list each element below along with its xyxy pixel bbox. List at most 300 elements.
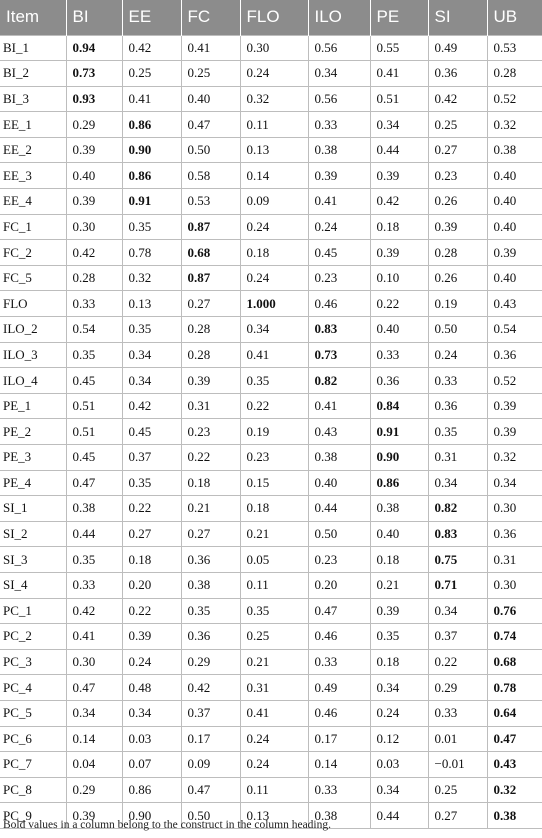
value-cell: 0.18 <box>181 470 240 496</box>
value-cell: 0.84 <box>370 393 428 419</box>
value-cell: 0.54 <box>487 317 542 343</box>
value-cell: 0.41 <box>240 700 308 726</box>
value-cell: 0.14 <box>66 726 122 752</box>
value-cell: 0.53 <box>487 35 542 61</box>
value-cell: 0.21 <box>181 496 240 522</box>
value-cell: 0.28 <box>66 265 122 291</box>
value-cell: 0.94 <box>66 35 122 61</box>
value-cell: 0.91 <box>122 189 181 215</box>
value-cell: 0.25 <box>122 61 181 87</box>
value-cell: 0.21 <box>240 649 308 675</box>
value-cell: 0.11 <box>240 572 308 598</box>
table-row <box>0 368 542 394</box>
item-cell: PC_8 <box>0 777 66 803</box>
value-cell: 0.32 <box>240 86 308 112</box>
value-cell: 0.35 <box>122 470 181 496</box>
value-cell: 0.45 <box>122 419 181 445</box>
item-cell: FC_5 <box>0 265 66 291</box>
value-cell: 0.03 <box>370 752 428 778</box>
value-cell: 0.41 <box>181 35 240 61</box>
header-si: SI <box>428 0 487 35</box>
value-cell: 0.45 <box>66 445 122 471</box>
value-cell: 0.33 <box>66 291 122 317</box>
value-cell: 0.45 <box>66 368 122 394</box>
value-cell: 0.44 <box>66 521 122 547</box>
value-cell: 0.45 <box>308 240 370 266</box>
value-cell: 0.56 <box>308 35 370 61</box>
item-cell: PE_2 <box>0 419 66 445</box>
header-row <box>0 0 542 35</box>
value-cell: 0.90 <box>122 137 181 163</box>
value-cell: 0.24 <box>240 61 308 87</box>
value-cell: 0.34 <box>122 368 181 394</box>
value-cell: 0.35 <box>66 547 122 573</box>
value-cell: 0.25 <box>181 61 240 87</box>
value-cell: 0.31 <box>240 675 308 701</box>
table-row <box>0 470 542 496</box>
table-row <box>0 521 542 547</box>
value-cell: 0.34 <box>122 700 181 726</box>
value-cell: 0.41 <box>122 86 181 112</box>
value-cell: 0.31 <box>487 547 542 573</box>
value-cell: 0.27 <box>428 803 487 829</box>
value-cell: 0.41 <box>240 342 308 368</box>
value-cell: 0.43 <box>487 752 542 778</box>
value-cell: 0.86 <box>370 470 428 496</box>
value-cell: 0.22 <box>122 598 181 624</box>
header-ub: UB <box>487 0 542 35</box>
value-cell: 0.24 <box>240 752 308 778</box>
value-cell: 0.34 <box>66 700 122 726</box>
value-cell: 0.64 <box>487 700 542 726</box>
value-cell: 0.32 <box>487 445 542 471</box>
value-cell: 0.24 <box>308 214 370 240</box>
value-cell: 0.34 <box>308 61 370 87</box>
value-cell: 0.46 <box>308 700 370 726</box>
value-cell: 0.50 <box>308 521 370 547</box>
value-cell: 0.01 <box>428 726 487 752</box>
table-row <box>0 393 542 419</box>
value-cell: 0.40 <box>487 214 542 240</box>
value-cell: 0.18 <box>240 496 308 522</box>
value-cell: 0.86 <box>122 112 181 138</box>
value-cell: 0.46 <box>308 624 370 650</box>
value-cell: 0.38 <box>487 803 542 829</box>
value-cell: 0.40 <box>181 86 240 112</box>
value-cell: 0.21 <box>240 521 308 547</box>
value-cell: 0.21 <box>370 572 428 598</box>
value-cell: 0.24 <box>428 342 487 368</box>
value-cell: 0.34 <box>370 675 428 701</box>
value-cell: 0.36 <box>428 393 487 419</box>
value-cell: 0.22 <box>122 496 181 522</box>
value-cell: 0.74 <box>487 624 542 650</box>
value-cell: 0.20 <box>122 572 181 598</box>
item-cell: PC_5 <box>0 700 66 726</box>
table-row <box>0 777 542 803</box>
value-cell: 0.28 <box>428 240 487 266</box>
value-cell: 0.46 <box>308 291 370 317</box>
value-cell: 0.50 <box>428 317 487 343</box>
table-row <box>0 649 542 675</box>
item-cell: PC_1 <box>0 598 66 624</box>
value-cell: 0.22 <box>240 393 308 419</box>
value-cell: 0.44 <box>370 137 428 163</box>
value-cell: 0.39 <box>66 137 122 163</box>
value-cell: 0.52 <box>487 368 542 394</box>
value-cell: 0.47 <box>66 675 122 701</box>
table-row <box>0 137 542 163</box>
value-cell: 0.38 <box>66 496 122 522</box>
value-cell: 0.28 <box>487 61 542 87</box>
value-cell: 0.38 <box>487 137 542 163</box>
item-cell: FC_2 <box>0 240 66 266</box>
value-cell: 0.27 <box>122 521 181 547</box>
item-cell: SI_1 <box>0 496 66 522</box>
value-cell: 0.34 <box>122 342 181 368</box>
value-cell: 0.25 <box>240 624 308 650</box>
value-cell: 0.34 <box>428 470 487 496</box>
value-cell: 0.47 <box>181 777 240 803</box>
value-cell: 0.35 <box>122 317 181 343</box>
value-cell: 0.23 <box>428 163 487 189</box>
value-cell: 0.19 <box>240 419 308 445</box>
header-ee: EE <box>122 0 181 35</box>
item-cell: EE_1 <box>0 112 66 138</box>
value-cell: 0.36 <box>181 624 240 650</box>
value-cell: 0.26 <box>428 265 487 291</box>
header-pe: PE <box>370 0 428 35</box>
value-cell: 0.41 <box>308 393 370 419</box>
item-cell: SI_4 <box>0 572 66 598</box>
header-bi: BI <box>66 0 122 35</box>
value-cell: 0.38 <box>308 137 370 163</box>
value-cell: 0.36 <box>181 547 240 573</box>
value-cell: 0.24 <box>240 726 308 752</box>
table-row <box>0 726 542 752</box>
value-cell: 0.17 <box>308 726 370 752</box>
value-cell: 0.18 <box>122 547 181 573</box>
value-cell: 0.11 <box>240 112 308 138</box>
value-cell: 0.47 <box>66 470 122 496</box>
value-cell: 0.43 <box>308 419 370 445</box>
value-cell: 0.37 <box>428 624 487 650</box>
value-cell: 0.03 <box>122 726 181 752</box>
table-row <box>0 86 542 112</box>
value-cell: 0.68 <box>181 240 240 266</box>
value-cell: 0.35 <box>428 419 487 445</box>
value-cell: 0.25 <box>428 112 487 138</box>
item-cell: BI_2 <box>0 61 66 87</box>
value-cell: 0.33 <box>428 368 487 394</box>
value-cell: 0.39 <box>487 240 542 266</box>
value-cell: 0.53 <box>181 189 240 215</box>
table-footnote: Bold values in a column belong to the construct in the column heading. <box>3 819 332 831</box>
value-cell: 0.34 <box>487 470 542 496</box>
value-cell: 0.27 <box>181 521 240 547</box>
value-cell: 0.48 <box>122 675 181 701</box>
value-cell: 0.10 <box>370 265 428 291</box>
table-row <box>0 342 542 368</box>
value-cell: 0.42 <box>66 598 122 624</box>
item-cell: SI_3 <box>0 547 66 573</box>
value-cell: 0.83 <box>428 521 487 547</box>
table-row <box>0 572 542 598</box>
value-cell: 0.42 <box>181 675 240 701</box>
item-cell: PC_7 <box>0 752 66 778</box>
item-cell: ILO_2 <box>0 317 66 343</box>
value-cell: 0.86 <box>122 163 181 189</box>
value-cell: 0.23 <box>181 419 240 445</box>
item-cell: EE_2 <box>0 137 66 163</box>
value-cell: 0.28 <box>181 317 240 343</box>
value-cell: 0.28 <box>181 342 240 368</box>
value-cell: 0.32 <box>487 777 542 803</box>
value-cell: 0.09 <box>240 189 308 215</box>
value-cell: 0.24 <box>122 649 181 675</box>
value-cell: 0.39 <box>66 189 122 215</box>
value-cell: 0.33 <box>370 342 428 368</box>
table-row <box>0 752 542 778</box>
value-cell: 0.30 <box>66 214 122 240</box>
header-flo: FLO <box>240 0 308 35</box>
value-cell: 0.47 <box>487 726 542 752</box>
value-cell: 0.39 <box>122 624 181 650</box>
value-cell: 0.18 <box>240 240 308 266</box>
table-row <box>0 112 542 138</box>
table-row <box>0 700 542 726</box>
value-cell: 0.24 <box>370 700 428 726</box>
value-cell: 0.19 <box>428 291 487 317</box>
value-cell: 0.22 <box>370 291 428 317</box>
value-cell: 0.42 <box>122 35 181 61</box>
value-cell: 0.82 <box>428 496 487 522</box>
value-cell: 0.35 <box>370 624 428 650</box>
item-cell: BI_3 <box>0 86 66 112</box>
value-cell: 0.37 <box>181 700 240 726</box>
item-cell: PC_6 <box>0 726 66 752</box>
value-cell: 0.31 <box>181 393 240 419</box>
value-cell: 1.000 <box>240 291 308 317</box>
value-cell: 0.17 <box>181 726 240 752</box>
value-cell: 0.39 <box>487 393 542 419</box>
value-cell: 0.33 <box>308 649 370 675</box>
value-cell: 0.39 <box>370 163 428 189</box>
value-cell: 0.86 <box>122 777 181 803</box>
value-cell: 0.41 <box>66 624 122 650</box>
header-ilo: ILO <box>308 0 370 35</box>
item-cell: PC_3 <box>0 649 66 675</box>
value-cell: 0.44 <box>370 803 428 829</box>
value-cell: 0.15 <box>240 470 308 496</box>
value-cell: 0.35 <box>66 342 122 368</box>
value-cell: 0.35 <box>181 598 240 624</box>
value-cell: 0.42 <box>370 189 428 215</box>
table-row <box>0 598 542 624</box>
value-cell: 0.83 <box>308 317 370 343</box>
value-cell: 0.40 <box>66 163 122 189</box>
value-cell: 0.12 <box>370 726 428 752</box>
value-cell: 0.20 <box>308 572 370 598</box>
value-cell: 0.29 <box>181 649 240 675</box>
value-cell: 0.54 <box>66 317 122 343</box>
value-cell: 0.30 <box>487 572 542 598</box>
table-row <box>0 445 542 471</box>
value-cell: 0.39 <box>181 368 240 394</box>
value-cell: 0.34 <box>370 112 428 138</box>
value-cell: 0.22 <box>428 649 487 675</box>
value-cell: 0.78 <box>487 675 542 701</box>
item-cell: PC_4 <box>0 675 66 701</box>
value-cell: 0.47 <box>308 598 370 624</box>
value-cell: 0.73 <box>308 342 370 368</box>
item-cell: ILO_4 <box>0 368 66 394</box>
value-cell: 0.14 <box>240 163 308 189</box>
table-row <box>0 214 542 240</box>
value-cell: 0.36 <box>370 368 428 394</box>
value-cell: 0.34 <box>370 777 428 803</box>
value-cell: 0.39 <box>428 214 487 240</box>
value-cell: 0.41 <box>308 189 370 215</box>
value-cell: 0.33 <box>428 700 487 726</box>
header-item: Item <box>0 0 66 35</box>
value-cell: 0.38 <box>370 496 428 522</box>
value-cell: 0.14 <box>308 752 370 778</box>
item-cell: FC_1 <box>0 214 66 240</box>
value-cell: 0.35 <box>240 598 308 624</box>
value-cell: 0.93 <box>66 86 122 112</box>
value-cell: 0.35 <box>240 368 308 394</box>
value-cell: 0.33 <box>66 572 122 598</box>
value-cell: 0.07 <box>122 752 181 778</box>
value-cell: 0.87 <box>181 214 240 240</box>
value-cell: 0.47 <box>181 112 240 138</box>
value-cell: 0.24 <box>240 214 308 240</box>
item-cell: FLO <box>0 291 66 317</box>
table-row <box>0 163 542 189</box>
item-cell: BI_1 <box>0 35 66 61</box>
item-cell: EE_4 <box>0 189 66 215</box>
table-row <box>0 35 542 61</box>
item-cell: PE_1 <box>0 393 66 419</box>
value-cell: 0.29 <box>66 777 122 803</box>
value-cell: 0.40 <box>370 317 428 343</box>
value-cell: 0.58 <box>181 163 240 189</box>
value-cell: 0.39 <box>370 598 428 624</box>
value-cell: −0.01 <box>428 752 487 778</box>
table-row <box>0 496 542 522</box>
value-cell: 0.05 <box>240 547 308 573</box>
value-cell: 0.90 <box>370 445 428 471</box>
table-row <box>0 547 542 573</box>
value-cell: 0.30 <box>66 649 122 675</box>
value-cell: 0.40 <box>487 163 542 189</box>
value-cell: 0.76 <box>487 598 542 624</box>
value-cell: 0.35 <box>122 214 181 240</box>
value-cell: 0.37 <box>122 445 181 471</box>
value-cell: 0.27 <box>428 137 487 163</box>
value-cell: 0.25 <box>428 777 487 803</box>
value-cell: 0.78 <box>122 240 181 266</box>
value-cell: 0.23 <box>308 547 370 573</box>
value-cell: 0.55 <box>370 35 428 61</box>
value-cell: 0.32 <box>122 265 181 291</box>
table-row <box>0 675 542 701</box>
table-row <box>0 317 542 343</box>
value-cell: 0.23 <box>308 265 370 291</box>
value-cell: 0.18 <box>370 649 428 675</box>
item-cell: PE_3 <box>0 445 66 471</box>
value-cell: 0.87 <box>181 265 240 291</box>
value-cell: 0.27 <box>181 291 240 317</box>
value-cell: 0.90 <box>122 803 181 829</box>
value-cell: 0.29 <box>428 675 487 701</box>
value-cell: 0.13 <box>122 291 181 317</box>
value-cell: 0.33 <box>308 112 370 138</box>
table-row <box>0 240 542 266</box>
value-cell: 0.50 <box>181 137 240 163</box>
table-row <box>0 189 542 215</box>
value-cell: 0.51 <box>66 393 122 419</box>
table-row <box>0 61 542 87</box>
value-cell: 0.22 <box>181 445 240 471</box>
value-cell: 0.18 <box>370 214 428 240</box>
value-cell: 0.31 <box>428 445 487 471</box>
item-cell: PC_9 <box>0 803 66 829</box>
value-cell: 0.36 <box>487 521 542 547</box>
value-cell: 0.42 <box>122 393 181 419</box>
value-cell: 0.51 <box>370 86 428 112</box>
table-row <box>0 265 542 291</box>
value-cell: 0.75 <box>428 547 487 573</box>
value-cell: 0.38 <box>181 572 240 598</box>
value-cell: 0.73 <box>66 61 122 87</box>
value-cell: 0.52 <box>487 86 542 112</box>
value-cell: 0.39 <box>487 419 542 445</box>
value-cell: 0.38 <box>308 803 370 829</box>
value-cell: 0.09 <box>181 752 240 778</box>
value-cell: 0.23 <box>240 445 308 471</box>
item-cell: PE_4 <box>0 470 66 496</box>
table-row <box>0 419 542 445</box>
value-cell: 0.24 <box>240 265 308 291</box>
value-cell: 0.39 <box>370 240 428 266</box>
value-cell: 0.30 <box>487 496 542 522</box>
value-cell: 0.71 <box>428 572 487 598</box>
item-cell: PC_2 <box>0 624 66 650</box>
value-cell: 0.34 <box>428 598 487 624</box>
table-row <box>0 291 542 317</box>
value-cell: 0.40 <box>487 265 542 291</box>
value-cell: 0.30 <box>240 35 308 61</box>
value-cell: 0.51 <box>66 419 122 445</box>
value-cell: 0.40 <box>487 189 542 215</box>
value-cell: 0.13 <box>240 803 308 829</box>
value-cell: 0.44 <box>308 496 370 522</box>
value-cell: 0.42 <box>66 240 122 266</box>
value-cell: 0.38 <box>308 445 370 471</box>
header-fc: FC <box>181 0 240 35</box>
item-cell: ILO_3 <box>0 342 66 368</box>
value-cell: 0.68 <box>487 649 542 675</box>
value-cell: 0.91 <box>370 419 428 445</box>
value-cell: 0.26 <box>428 189 487 215</box>
table-body <box>0 35 542 828</box>
value-cell: 0.42 <box>428 86 487 112</box>
item-cell: SI_2 <box>0 521 66 547</box>
value-cell: 0.50 <box>181 803 240 829</box>
value-cell: 0.04 <box>66 752 122 778</box>
